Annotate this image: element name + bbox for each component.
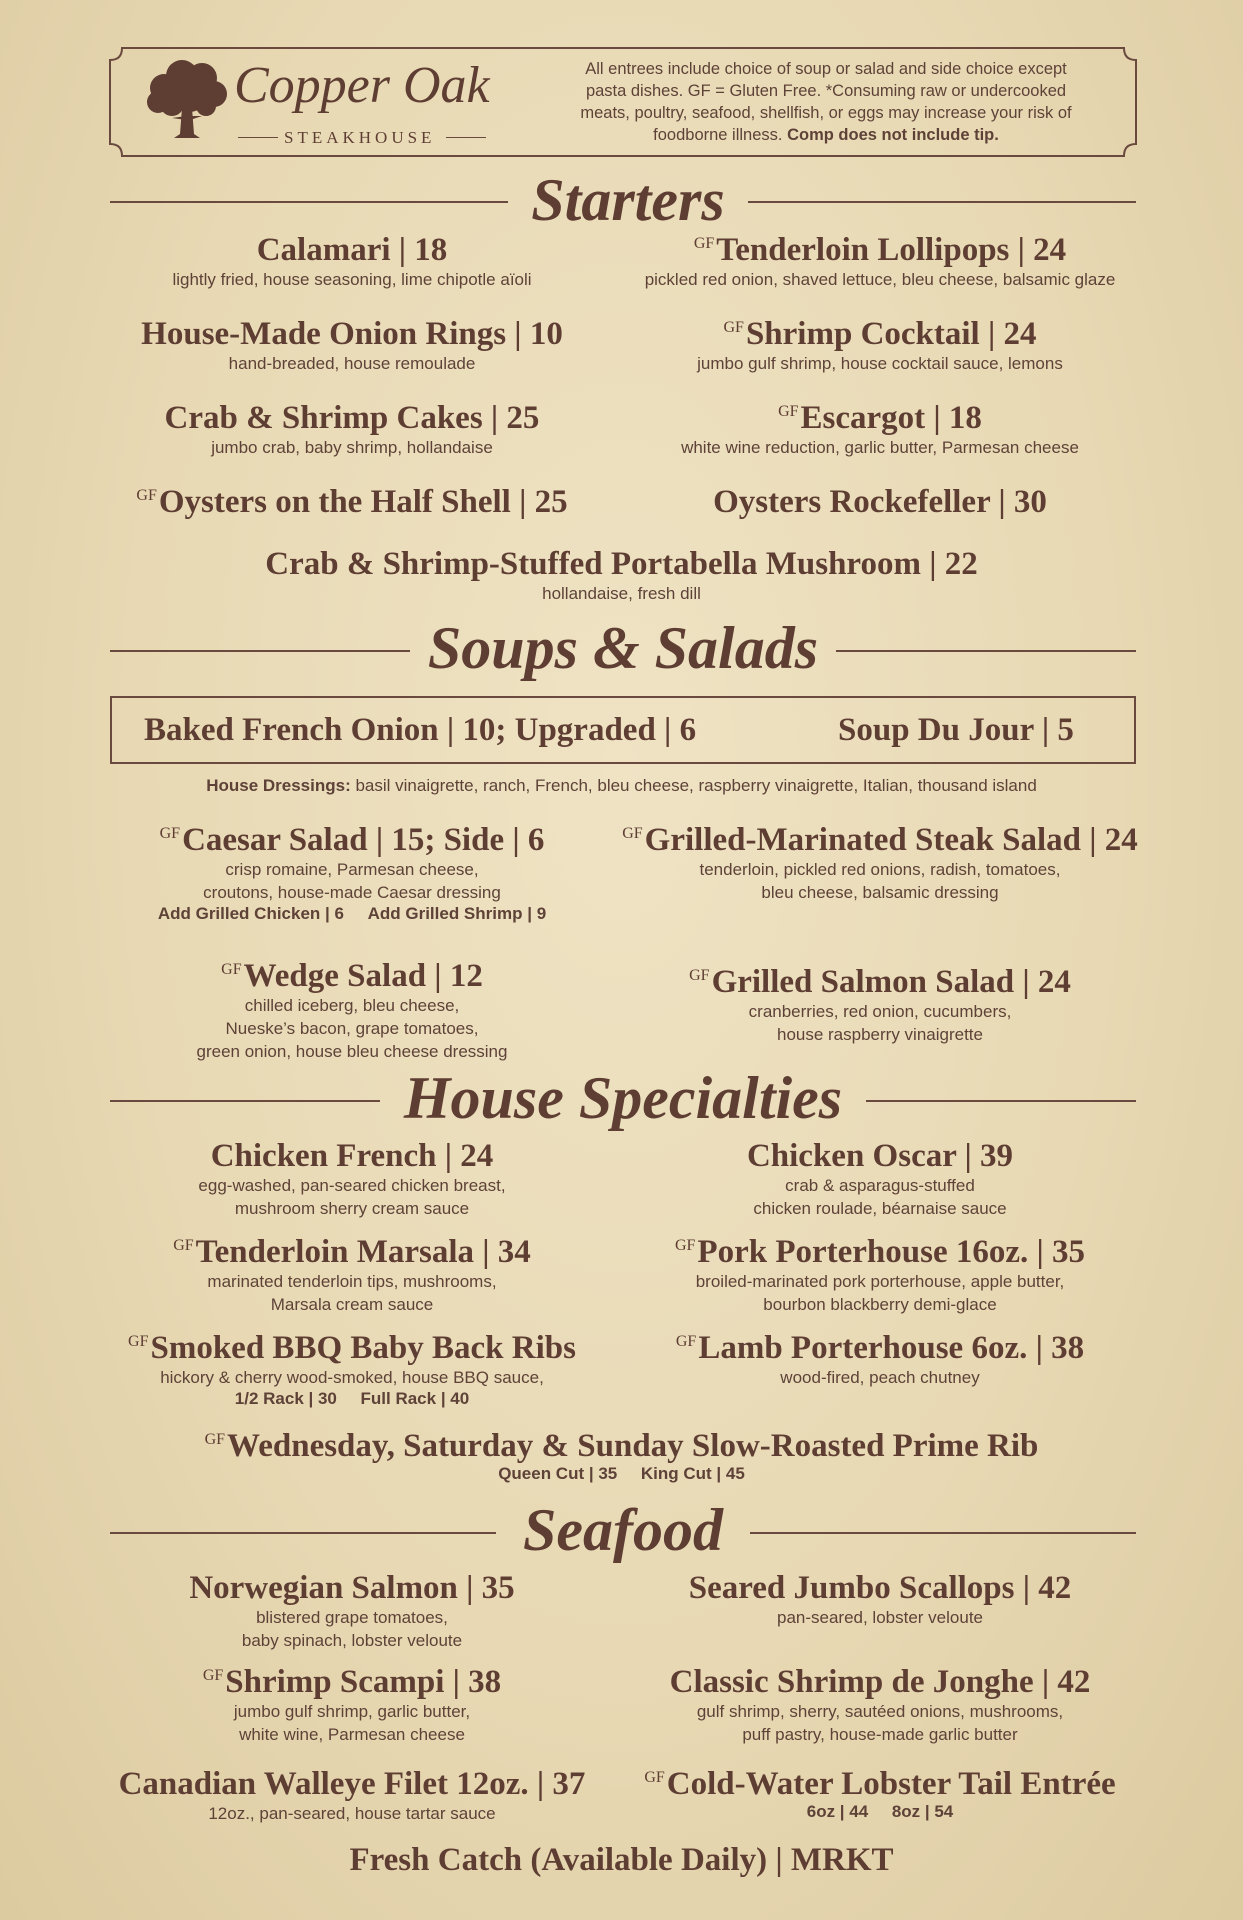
item-title: Chicken French | 24 xyxy=(210,1138,494,1174)
note-line: foodborne illness. xyxy=(653,126,783,144)
item-title: Classic Shrimp de Jonghe | 42 xyxy=(669,1664,1091,1700)
item-title: $^{GF}$Wedge Salad | 12 xyxy=(221,958,483,994)
note-line: meats, poultry, seafood, shellfish, or eggs may increase your risk of xyxy=(580,104,1072,122)
section-rule xyxy=(110,1532,496,1534)
item-title: Crab & Shrimp-Stuffed Portabella Mushroom | 22 xyxy=(265,546,978,582)
dressings-list: basil vinaigrette, ranch, French, bleu cheese, raspberry vinaigrette, Italian, thousand island xyxy=(355,776,1037,795)
item-title: Crab & Shrimp Cakes | 25 xyxy=(164,400,540,436)
item-title: $^{GF}$Shrimp Cocktail | 24 xyxy=(723,316,1037,352)
section-title-starters: Starters xyxy=(531,167,725,233)
gf-mark: GF xyxy=(689,967,710,984)
note-line: All entrees include choice of soup or salad and side choice except xyxy=(585,60,1067,78)
item-addons: 1/2 Rack | 30 Full Rack | 40 xyxy=(234,1389,470,1409)
gf-mark: GF xyxy=(693,235,715,252)
section-rule xyxy=(110,650,410,652)
item-desc: hickory & cherry wood-smoked, house BBQ sauce, xyxy=(160,1368,544,1388)
dressings-label: House Dressings: xyxy=(206,776,351,795)
gf-mark: GF xyxy=(644,1769,665,1786)
item-addons: 6oz | 44 8oz | 54 xyxy=(806,1802,954,1822)
item-desc: gulf shrimp, sherry, sautéed onions, mushrooms, xyxy=(696,1702,1064,1722)
item-title: $^{GF}$Smoked BBQ Baby Back Ribs xyxy=(128,1330,576,1366)
item-title: Norwegian Salmon | 35 xyxy=(189,1570,515,1606)
item-desc: blistered grape tomatoes, xyxy=(256,1608,448,1628)
section-rule xyxy=(110,201,508,203)
item-desc: Nueske’s bacon, grape tomatoes, xyxy=(225,1019,479,1039)
section-title-soups: Soups & Salads xyxy=(427,615,819,681)
item-title: $^{GF}$Tenderloin Marsala | 34 xyxy=(173,1234,531,1270)
item-desc: hand-breaded, house remoulade xyxy=(228,354,476,374)
item-desc: hollandaise, fresh dill xyxy=(542,584,701,604)
gf-mark: GF xyxy=(221,961,242,978)
header-note xyxy=(546,58,1106,146)
item-desc: egg-washed, pan-seared chicken breast, xyxy=(198,1176,506,1196)
note-line: pasta dishes. GF = Gluten Free. *Consuming raw or undercooked xyxy=(585,82,1067,100)
item-desc: green onion, house bleu cheese dressing xyxy=(196,1042,508,1062)
item-desc: broiled-marinated pork porterhouse, apple butter, xyxy=(695,1272,1065,1292)
item-title: $^{GF}$Shrimp Scampi | 38 xyxy=(202,1664,502,1700)
item-desc: lightly fried, house seasoning, lime chipotle aïoli xyxy=(172,270,532,290)
section-title-specialties: House Specialties xyxy=(403,1065,843,1131)
item-desc: white wine, Parmesan cheese xyxy=(239,1725,465,1745)
item-desc: jumbo gulf shrimp, garlic butter, xyxy=(233,1702,471,1722)
brand-sub-rule-right xyxy=(446,137,486,138)
item-desc: cranberries, red onion, cucumbers, xyxy=(748,1002,1012,1022)
gf-mark: GF xyxy=(128,1333,149,1350)
soup-box xyxy=(110,696,1136,764)
oak-tree-logo xyxy=(142,58,232,140)
item-title: $^{GF}$Grilled Salmon Salad | 24 xyxy=(689,964,1071,1000)
note-bold: Comp does not include tip. xyxy=(787,126,999,144)
item-desc: pickled red onion, shaved lettuce, bleu cheese, balsamic glaze xyxy=(644,270,1116,290)
section-rule xyxy=(866,1100,1136,1102)
gf-mark: GF xyxy=(159,825,181,842)
section-rule xyxy=(110,1100,380,1102)
brand-name: Copper Oak xyxy=(234,57,490,114)
section-title-seafood: Seafood xyxy=(523,1497,723,1563)
item-title: Oysters Rockefeller | 30 xyxy=(713,484,1047,520)
gf-mark: GF xyxy=(778,403,799,420)
item-desc: white wine reduction, garlic butter, Parmesan cheese xyxy=(681,438,1079,458)
item-desc: puff pastry, house-made garlic butter xyxy=(742,1725,1018,1745)
item-title: Calamari | 18 xyxy=(256,232,448,268)
item-desc: marinated tenderloin tips, mushrooms, xyxy=(207,1272,497,1292)
item-desc: pan-seared, lobster veloute xyxy=(776,1608,984,1628)
item-title: Chicken Oscar | 39 xyxy=(746,1138,1014,1174)
item-title: Fresh Catch (Available Daily) | MRKT xyxy=(349,1842,894,1878)
gf-mark: GF xyxy=(675,1333,697,1350)
gf-mark: GF xyxy=(173,1237,194,1254)
item-desc: Marsala cream sauce xyxy=(270,1295,434,1315)
gf-mark: GF xyxy=(723,319,744,336)
item-title: $^{GF}$Cold-Water Lobster Tail Entrée xyxy=(644,1766,1116,1802)
item-desc: crisp romaine, Parmesan cheese, xyxy=(225,860,479,880)
item-desc: 12oz., pan-seared, house tartar sauce xyxy=(208,1804,496,1824)
section-rule xyxy=(750,1532,1136,1534)
gf-mark: GF xyxy=(202,1667,224,1684)
item-desc: crab & asparagus-stuffed xyxy=(785,1176,975,1196)
gf-mark: GF xyxy=(674,1237,696,1254)
brand-sub: STEAKHOUSE xyxy=(284,128,436,147)
item-desc: baby spinach, lobster veloute xyxy=(241,1631,463,1651)
item-desc: wood-fired, peach chutney xyxy=(780,1368,980,1388)
item-title: $^{GF}$Lamb Porterhouse 6oz. | 38 xyxy=(675,1330,1085,1366)
header-panel xyxy=(108,46,1138,158)
item-title: $^{GF}$Grilled-Marinated Steak Salad | 24 xyxy=(622,822,1138,858)
item-desc: croutons, house-made Caesar dressing xyxy=(203,883,501,903)
item-title: $^{GF}$Caesar Salad | 15; Side | 6 xyxy=(159,822,545,858)
item-title: Canadian Walleye Filet 12oz. | 37 xyxy=(118,1766,586,1802)
gf-mark: GF xyxy=(204,1431,226,1448)
item-desc: house raspberry vinaigrette xyxy=(776,1025,983,1045)
item-title: House-Made Onion Rings | 10 xyxy=(141,316,563,352)
item-title: $^{GF}$Pork Porterhouse 16oz. | 35 xyxy=(674,1234,1086,1270)
gf-mark: GF xyxy=(136,487,157,504)
brand-sub-rule-left xyxy=(238,137,278,138)
item-desc: tenderloin, pickled red onions, radish, tomatoes, xyxy=(699,860,1061,880)
soup-jour: Soup Du Jour | 5 xyxy=(838,712,1074,748)
gf-mark: GF xyxy=(622,825,643,842)
item-desc: mushroom sherry cream sauce xyxy=(234,1199,470,1219)
item-addons: Queen Cut | 35 King Cut | 45 xyxy=(498,1464,745,1484)
item-title: $^{GF}$Oysters on the Half Shell | 25 xyxy=(136,484,568,520)
section-rule xyxy=(748,201,1136,203)
item-title: $^{GF}$Tenderloin Lollipops | 24 xyxy=(693,232,1067,268)
item-desc: jumbo crab, baby shrimp, hollandaise xyxy=(211,438,493,458)
item-title: Seared Jumbo Scallops | 42 xyxy=(688,1570,1072,1606)
item-addons: Add Grilled Chicken | 6 Add Grilled Shrimp | 9 xyxy=(157,904,547,924)
item-title: $^{GF}$Wednesday, Saturday & Sunday Slow-Roasted Prime Rib xyxy=(204,1428,1039,1464)
item-desc: jumbo gulf shrimp, house cocktail sauce, lemons xyxy=(697,354,1063,374)
section-rule xyxy=(836,650,1136,652)
item-desc: chicken roulade, béarnaise sauce xyxy=(753,1199,1007,1219)
item-desc: bleu cheese, balsamic dressing xyxy=(761,883,999,903)
item-title: $^{GF}$Escargot | 18 xyxy=(778,400,982,436)
soup-onion: Baked French Onion | 10; Upgraded | 6 xyxy=(144,712,697,748)
item-desc: chilled iceberg, bleu cheese, xyxy=(244,996,460,1016)
item-desc: bourbon blackberry demi-glace xyxy=(763,1295,997,1315)
